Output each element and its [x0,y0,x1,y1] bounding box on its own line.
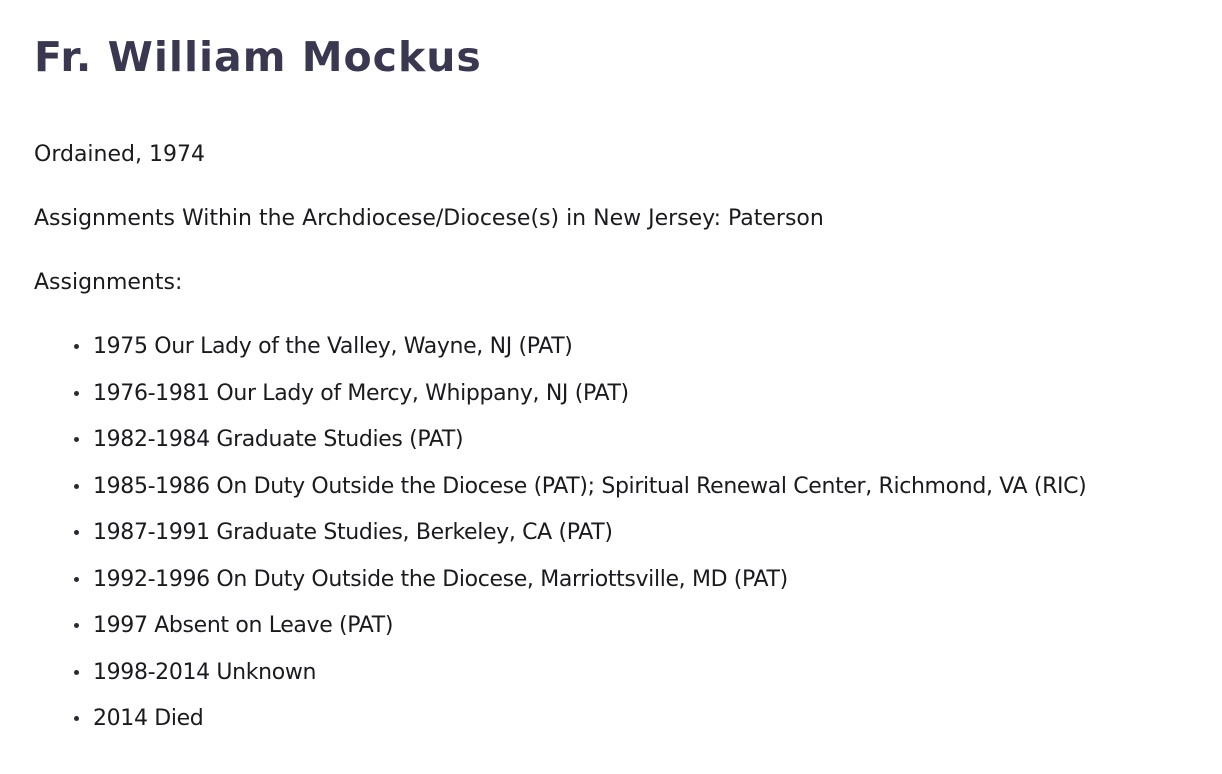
assignment-text: 2014 Died [93,706,204,731]
assignments-heading: Assignments: [34,270,183,295]
assignment-item [0,471,1222,518]
assignment-text: 1975 Our Lady of the Valley, Wayne, NJ (PAT) [93,334,573,359]
assignment-item [0,378,1222,425]
assignment-text: 1997 Absent on Leave (PAT) [93,613,394,638]
assignment-text: 1992-1996 On Duty Outside the Diocese, Marriottsville, MD (PAT) [93,566,788,592]
assignment-item [0,331,1222,378]
assignment-text: 1982-1984 Graduate Studies (PAT) [93,427,464,452]
bullet-icon [74,484,79,489]
assignment-item [0,564,1222,611]
bullet-icon [74,577,79,582]
assignment-item [0,517,1222,564]
bullet-icon [74,437,79,442]
assignments-list [0,331,1222,750]
assignment-item [0,610,1222,657]
bullet-icon [74,344,79,349]
assignment-item [0,424,1222,471]
assignment-item [0,657,1222,704]
assignment-text: 1976-1981 Our Lady of Mercy, Whippany, NJ (PAT) [93,380,629,406]
bullet-icon [74,716,79,721]
bullet-icon [74,670,79,675]
page-title: Fr. William Mockus [34,33,482,81]
bullet-icon [74,391,79,396]
assignment-item [0,703,1222,750]
nj-assignments-text: Assignments Within the Archdiocese/Diocese(s) in New Jersey: Paterson [34,206,824,231]
assignment-text: 1998-2014 Unknown [93,659,317,685]
bullet-icon [74,530,79,535]
bullet-icon [74,623,79,628]
assignment-text: 1987-1991 Graduate Studies, Berkeley, CA (PAT) [93,520,613,545]
assignment-text: 1985-1986 On Duty Outside the Diocese (PAT); Spiritual Renewal Center, Richmond, VA (RIC) [93,473,1087,499]
ordination-text: Ordained, 1974 [34,142,205,167]
